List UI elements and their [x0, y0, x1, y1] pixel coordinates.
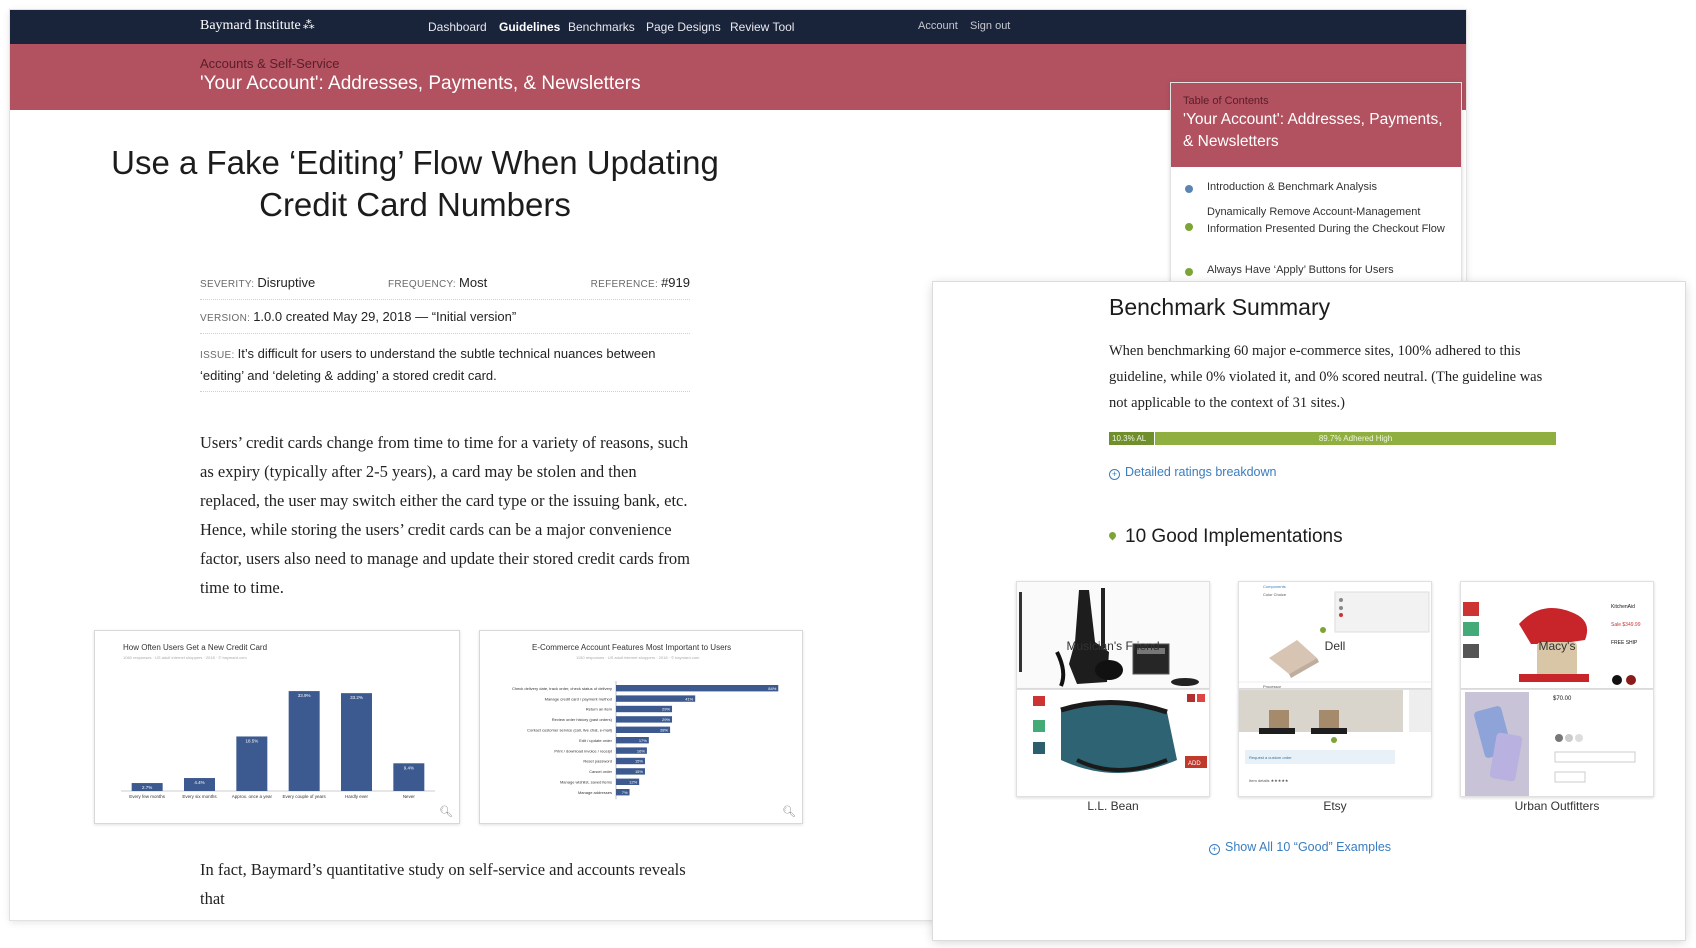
tick-label: Contact customer service (call, live chat, e-mail) [527, 727, 612, 733]
svg-text:Components: Components [1263, 584, 1286, 589]
toc-item-remove-account-info[interactable]: Dynamically Remove Account-Management Information Presented During the Checkout Flow [1207, 206, 1445, 235]
bar-1 [616, 695, 695, 701]
tick-label: Return an item [585, 706, 612, 712]
nav-review-tool[interactable]: Review Tool [730, 20, 795, 34]
bar-0 [616, 685, 778, 691]
nav-dashboard[interactable]: Dashboard [428, 20, 487, 34]
frequency: FREQUENCY: Most [388, 275, 488, 290]
tick-label: Manage wishlist, saved items [559, 779, 612, 785]
tick-label: Every six months [182, 794, 217, 799]
plus-circle-icon: + [1209, 844, 1220, 855]
toc-title: 'Your Account': Addresses, Payments, & Newsletters [1183, 111, 1443, 150]
nav-page-designs[interactable]: Page Designs [646, 20, 721, 34]
show-all-examples-link[interactable] [1209, 840, 1391, 855]
tick-label: Check delivery date, track order, check status of delivery [511, 685, 612, 691]
data-label: 18.5% [245, 738, 259, 744]
tick-label: Cancel order [589, 769, 612, 775]
account-features-chart [480, 631, 804, 825]
data-label: 33.2% [350, 695, 363, 701]
svg-text:ADD: ADD [1188, 761, 1201, 767]
adherence-bar-al: 10.3% AL [1109, 432, 1155, 445]
data-label: 7% [621, 789, 628, 795]
nav-guidelines[interactable]: Guidelines [499, 20, 561, 34]
thumbnail-musicians-friend[interactable] [1016, 581, 1210, 689]
example-label-ll-bean[interactable]: L.L. Bean [1087, 799, 1139, 813]
top-navigation [10, 10, 1466, 44]
issue-value: It’s difficult for users to understand the subtle technical nuances between ‘editing’ and ‘deleting & adding’ a stored credit card. [200, 346, 656, 383]
example-label-urban-outfitters[interactable]: Urban Outfitters [1514, 799, 1600, 813]
benchmark-summary-title: Benchmark Summary [1109, 294, 1331, 320]
article-paragraph-2: In fact, Baymard’s quantitative study on self-service and accounts reveals that [200, 860, 686, 908]
toc-header [1171, 83, 1461, 167]
fig2-title: E-Commerce Account Features Most Important to Users [532, 643, 732, 652]
figure-card-account-features[interactable] [479, 630, 803, 824]
bar-2 [236, 736, 267, 791]
version-value: 1.0.0 created May 29, 2018 — “Initial version” [253, 309, 517, 324]
svg-text:Color Choice: Color Choice [1263, 592, 1287, 597]
data-label: 17% [638, 737, 647, 743]
data-label: 12% [629, 779, 638, 785]
svg-text:Item details ★★★★★: Item details ★★★★★ [1249, 778, 1289, 783]
fig2-subtitle: 1150 responses · US adult internet shoppers · 2018 · © baymard.com [576, 655, 700, 660]
sandals-product-image [1239, 690, 1432, 797]
example-label-macys[interactable]: Macy's [1538, 639, 1576, 653]
article-title: Use a Fake ‘Editing’ Flow When Updating Credit Card Numbers [111, 144, 719, 223]
data-label: 16% [636, 748, 645, 754]
show-all-label: Show All 10 “Good” Examples [1225, 840, 1392, 854]
ratings-breakdown-label: Detailed ratings breakdown [1125, 465, 1277, 479]
svg-text:Processor: Processor [1263, 684, 1282, 689]
logo-mark-icon: ⁂ [302, 18, 315, 32]
data-label: 15% [634, 758, 643, 764]
tick-label: Manage addresses [577, 789, 612, 795]
benchmark-summary-text: When benchmarking 60 major e-commerce sites, 100% adhered to this guideline, while 0% violated it, and 0% scored neutral. (The guideline was not applicable to the context of 31 sites.) [1109, 343, 1543, 411]
status-dot-icon [1185, 268, 1193, 276]
tick-label: Approx. once a year [231, 794, 272, 799]
toc-item-introduction[interactable]: Introduction & Benchmark Analysis [1207, 181, 1377, 193]
mixer-product-image [1461, 582, 1654, 689]
thumbnail-urban-outfitters[interactable] [1460, 689, 1654, 797]
status-dot-icon [1185, 185, 1193, 193]
meta-row-version: VERSION: 1.0.0 created May 29, 2018 — “Initial version” [200, 300, 690, 334]
location-pin-icon [1108, 531, 1118, 541]
svg-text:Request a custom order: Request a custom order [1249, 755, 1292, 760]
svg-text:FREE SHIP: FREE SHIP [1611, 640, 1638, 646]
benchmark-panel [933, 282, 1685, 940]
fig1-title: How Often Users Get a New Credit Card [123, 643, 268, 652]
good-implementations-label: 10 Good Implementations [1125, 526, 1343, 547]
tick-label: Manage credit card / payment method [544, 696, 612, 702]
example-label-musicians-friend[interactable]: Musician's Friend [1066, 639, 1160, 653]
data-label: 2.7% [142, 785, 153, 791]
meta-row-issue: ISSUE: It’s difficult for users to understand the subtle technical nuances between ‘editing’ and ‘deleting & adding’ a stored credit card. [200, 334, 690, 392]
status-dot-icon [1185, 223, 1193, 231]
guitar-product-image [1017, 582, 1210, 689]
bar-3 [289, 691, 320, 791]
nav-benchmarks[interactable]: Benchmarks [568, 20, 635, 34]
data-label: 84% [768, 685, 777, 691]
adherence-bar [1109, 432, 1556, 445]
tick-label: Every couple of years [282, 794, 326, 799]
nav-account[interactable]: Account [918, 20, 958, 32]
figure-card-credit-frequency[interactable] [94, 630, 460, 824]
data-label: 41% [685, 696, 694, 702]
site-logo[interactable] [200, 18, 315, 34]
toc-item-apply-buttons[interactable]: Always Have ‘Apply’ Buttons for Users [1207, 264, 1394, 276]
example-label-dell[interactable]: Dell [1324, 639, 1346, 653]
tick-label: Every few months [129, 794, 166, 799]
nav-sign-out[interactable]: Sign out [970, 20, 1011, 32]
tick-label: Edit / update order [579, 737, 612, 743]
logo-text: Baymard Institute [200, 18, 301, 33]
table-of-contents [1170, 82, 1462, 282]
thumbnail-ll-bean[interactable] [1016, 689, 1210, 797]
reference: REFERENCE: #919 [590, 275, 690, 290]
laptop-product-image [1239, 582, 1432, 689]
zoom-icon[interactable]: 🔍︎ [782, 806, 796, 818]
zoom-icon[interactable]: 🔍︎ [439, 806, 453, 818]
severity: SEVERITY: Disruptive [200, 275, 316, 290]
svg-text:$70.00: $70.00 [1553, 696, 1572, 702]
data-label: 29% [662, 706, 671, 712]
article-paragraph-1: Users’ credit cards change from time to time for a variety of reasons, such as expiry (typically after 2-5 years), a card may be stolen and then replaced, the user may switch either the card type or the issuing bank, etc. Hence, while storing the users’ credit cards can be a major convenience factor, users also need to manage and update their stored credit cards from time to time. [200, 433, 691, 597]
tick-label: Review order history (past orders) [551, 717, 612, 723]
data-label: 15% [634, 769, 643, 775]
data-label: 4.4% [194, 780, 205, 786]
fig1-subtitle: 1060 responses · US adult internet shoppers · 2018 · © baymard.com [123, 655, 247, 660]
breadcrumb-category[interactable]: Accounts & Self-Service [200, 56, 340, 71]
thumbnail-dell[interactable] [1238, 581, 1432, 689]
plus-circle-icon: + [1109, 469, 1120, 480]
data-label: 28% [660, 727, 669, 733]
svg-text:KitchenAid: KitchenAid [1611, 604, 1635, 610]
tick-label: Print / download invoice / receipt [554, 748, 612, 754]
thumbnail-macys[interactable] [1460, 581, 1654, 689]
toc-label: Table of Contents [1183, 95, 1269, 107]
meta-row-ratings [200, 266, 690, 300]
tick-label: Reset password [583, 758, 612, 764]
duffel-bag-product-image [1017, 690, 1210, 797]
data-label: 29% [662, 717, 671, 723]
data-label: 33.9% [297, 693, 311, 699]
topic-title: 'Your Account': Addresses, Payments, & Newsletters [200, 73, 641, 94]
bar-4 [341, 693, 372, 791]
tick-label: Hardly ever [344, 794, 369, 799]
good-implementations-heading [1109, 526, 1343, 548]
tick-label: Never [402, 794, 415, 799]
credit-frequency-chart [95, 631, 461, 825]
phone-case-product-image [1461, 690, 1654, 797]
example-label-etsy[interactable]: Etsy [1323, 799, 1347, 813]
adherence-bar-high: 89.7% Adhered High [1155, 432, 1556, 445]
data-label: 9.4% [403, 765, 414, 771]
svg-text:Sale $349.99: Sale $349.99 [1611, 622, 1641, 628]
thumbnail-etsy[interactable] [1238, 689, 1432, 797]
ratings-breakdown-link[interactable] [1109, 465, 1276, 480]
